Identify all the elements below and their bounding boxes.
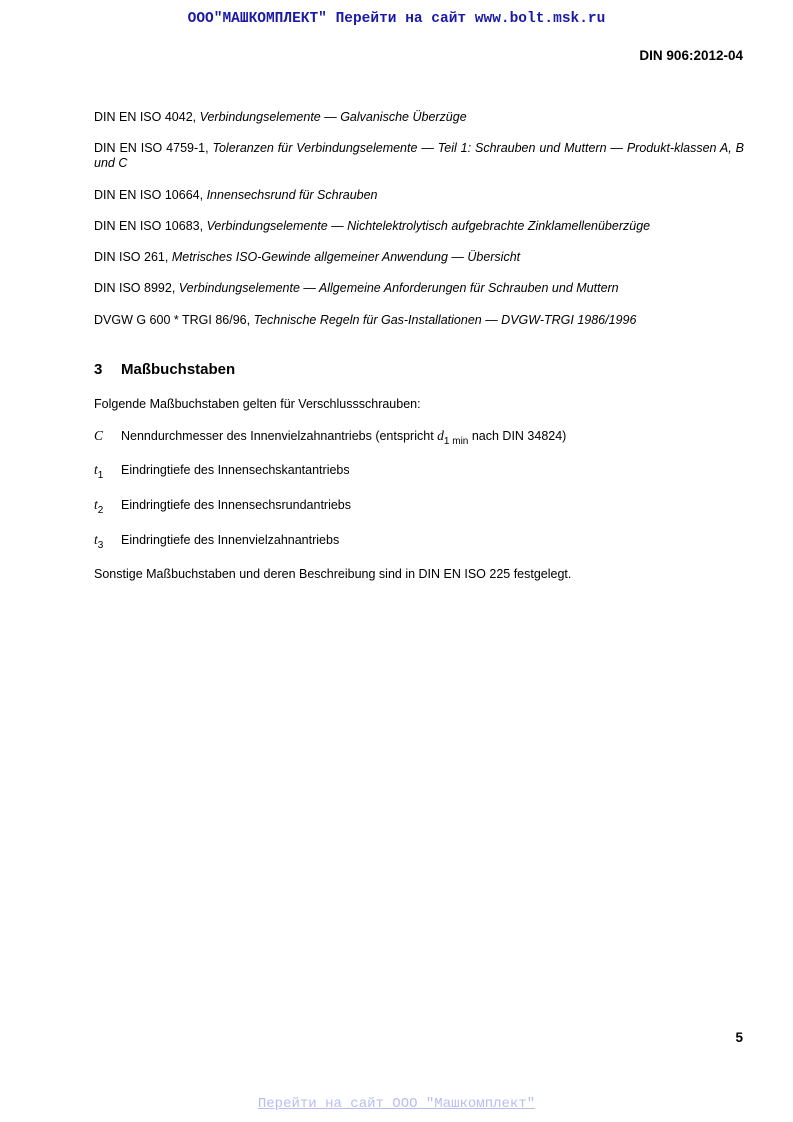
symbol: $t_2$ (94, 497, 104, 516)
reference-entry (94, 281, 744, 296)
symbol-description: Eindringtiefe des Innensechsrundantriebs (121, 498, 352, 512)
reference-code: DIN ISO 261, (94, 250, 169, 264)
symbol-definition (94, 428, 566, 449)
reference-code: DVGW G 600 * TRGI 86/96, (94, 313, 251, 327)
reference-title: Verbindungselemente — Allgemeine Anforderungen für Schrauben und Muttern (178, 281, 619, 295)
reference-entry (94, 313, 744, 328)
symbol: C (94, 428, 104, 443)
site-link-bottom[interactable]: Перейти на сайт ООО "Машкомплект" (257, 1096, 536, 1112)
reference-title: Verbindungselemente — Nichtelektrolytisch aufgebrachte Zinklamellenüberzüge (206, 219, 651, 233)
reference-code: DIN EN ISO 10683, (94, 219, 204, 233)
reference-title: Toleranzen für Verbindungselemente — Teil 1: Schrauben und Muttern — Produkt-klassen A, B und C (94, 141, 744, 170)
section-heading (94, 361, 235, 378)
reference-code: DIN ISO 8992, (94, 281, 176, 295)
reference-entry (94, 219, 744, 234)
reference-title: Verbindungselemente — Galvanische Überzüge (199, 110, 467, 124)
reference-entry (94, 250, 744, 265)
symbol-description: Eindringtiefe des Innenvielzahnantriebs (121, 533, 340, 547)
symbol: $t_3$ (94, 532, 104, 551)
reference-entry (94, 141, 744, 171)
reference-code: DIN EN ISO 4759-1, (94, 141, 209, 155)
symbol-definition (94, 462, 350, 483)
symbol: $t_1$ (94, 462, 104, 481)
section-intro: Folgende Maßbuchstaben gelten für Verschlussschrauben: (94, 397, 421, 411)
section-number: 3 (94, 361, 103, 378)
symbol-definition (94, 532, 339, 553)
reference-title: Metrisches ISO-Gewinde allgemeiner Anwendung — Übersicht (171, 250, 521, 264)
section-title: Maßbuchstaben (121, 361, 236, 378)
symbol-description-tail: nach DIN 34824) (471, 429, 567, 443)
inline-symbol: $d_{1 min}$ (437, 428, 469, 447)
section-closing: Sonstige Maßbuchstaben und deren Beschreibung sind in DIN EN ISO 225 festgelegt. (94, 567, 572, 581)
page-number: 5 (735, 1030, 743, 1045)
symbol-description: Nenndurchmesser des Innenvielzahnantriebs (entspricht (121, 429, 434, 443)
symbol-definition (94, 497, 351, 518)
document-id: DIN 906:2012-04 (639, 48, 743, 63)
reference-title: Technische Regeln für Gas-Installationen — DVGW-TRGI 1986/1996 (253, 313, 637, 327)
reference-code: DIN EN ISO 10664, (94, 188, 204, 202)
reference-title: Innensechsrund für Schrauben (206, 188, 378, 202)
site-link-top[interactable]: ООО"МАШКОМПЛЕКТ" Перейти на сайт www.bolt.msk.ru (187, 11, 606, 27)
reference-entry (94, 188, 744, 203)
reference-entry (94, 110, 744, 125)
symbol-description: Eindringtiefe des Innensechskantantriebs (121, 463, 350, 477)
reference-code: DIN EN ISO 4042, (94, 110, 197, 124)
